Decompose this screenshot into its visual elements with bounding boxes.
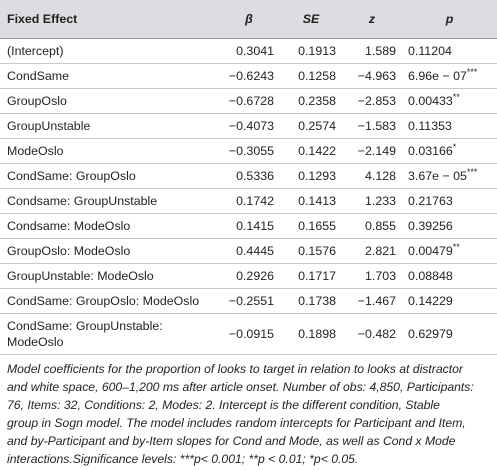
cell-se: 0.2358: [280, 89, 342, 114]
significance-marker: ***: [466, 66, 478, 77]
cell-effect: GroupOslo: ModeOslo: [0, 239, 218, 264]
cell-se: 0.2574: [280, 114, 342, 139]
table-row: [0, 39, 497, 64]
cell-se: 0.1655: [280, 214, 342, 239]
cell-p: 0.11353: [402, 114, 497, 139]
cell-effect: Condsame: ModeOslo: [0, 214, 218, 239]
cell-z: 1.233: [342, 189, 402, 214]
table-header-row: [0, 0, 497, 39]
table-row: [0, 64, 497, 89]
cell-effect: GroupUnstable: ModeOslo: [0, 264, 218, 289]
cell-z: −2.853: [342, 89, 402, 114]
table-row: [0, 289, 497, 314]
table-row: [0, 189, 497, 214]
header-fixed-effect: Fixed Effect: [0, 0, 218, 39]
cell-se: 0.1913: [280, 39, 342, 64]
table-caption: [7, 360, 493, 468]
cell-beta: 0.1742: [218, 189, 280, 214]
cell-p: 0.08848: [402, 264, 497, 289]
cell-effect: CondSame: GroupUnstable: ModeOslo: [0, 314, 218, 355]
table-row: [0, 164, 497, 189]
cell-beta: 0.2926: [218, 264, 280, 289]
cell-se: 0.1738: [280, 289, 342, 314]
cell-se: 0.1258: [280, 64, 342, 89]
cell-z: 2.821: [342, 239, 402, 264]
cell-p: 0.14229: [402, 289, 497, 314]
cell-p: 3.67e − 05***: [402, 164, 497, 189]
cell-z: 4.128: [342, 164, 402, 189]
table-row: [0, 214, 497, 239]
cell-beta: −0.6728: [218, 89, 280, 114]
caption-line: 76, Items: 32, Conditions: 2, Modes: 2. Intercept is the different condition, Stable: [7, 398, 440, 412]
table-row: [0, 139, 497, 164]
cell-effect: ModeOslo: [0, 139, 218, 164]
cell-effect: GroupUnstable: [0, 114, 218, 139]
header-z: z: [342, 0, 402, 39]
cell-effect: Condsame: GroupUnstable: [0, 189, 218, 214]
significance-marker: *: [452, 141, 457, 152]
cell-beta: −0.0915: [218, 314, 280, 355]
cell-se: 0.1413: [280, 189, 342, 214]
caption-line: Model coefficients for the proportion of looks to target in relation to looks at distractor: [7, 362, 463, 376]
table-row: [0, 264, 497, 289]
caption-line: and white space, 600–1,200 ms after article onset. Number of obs: 4,850, Participants:: [7, 380, 474, 394]
caption-line: interactions.Significance levels: ***p< 0.001; **p < 0.01; *p< 0.05.: [7, 452, 359, 466]
cell-p: 0.11204: [402, 39, 497, 64]
significance-marker: **: [452, 91, 460, 102]
table-row: [0, 89, 497, 114]
table-row: [0, 114, 497, 139]
cell-z: −4.963: [342, 64, 402, 89]
cell-p: 0.39256: [402, 214, 497, 239]
significance-marker: ***: [466, 166, 478, 177]
cell-p: 0.00433**: [402, 89, 497, 114]
cell-p: 6.96e − 07***: [402, 64, 497, 89]
cell-beta: −0.2551: [218, 289, 280, 314]
cell-effect: (Intercept): [0, 39, 218, 64]
cell-effect: CondSame: [0, 64, 218, 89]
cell-p: 0.62979: [402, 314, 497, 355]
cell-p: 0.03166*: [402, 139, 497, 164]
cell-se: 0.1422: [280, 139, 342, 164]
cell-se: 0.1576: [280, 239, 342, 264]
cell-effect: GroupOslo: [0, 89, 218, 114]
cell-effect: CondSame: GroupOslo: ModeOslo: [0, 289, 218, 314]
header-p: p: [402, 0, 497, 39]
cell-beta: 0.5336: [218, 164, 280, 189]
table-row: [0, 239, 497, 264]
significance-marker: **: [452, 241, 460, 252]
header-se: SE: [280, 0, 342, 39]
cell-z: −2.149: [342, 139, 402, 164]
cell-z: 0.855: [342, 214, 402, 239]
cell-beta: −0.4073: [218, 114, 280, 139]
cell-z: −1.583: [342, 114, 402, 139]
cell-z: 1.589: [342, 39, 402, 64]
cell-z: −0.482: [342, 314, 402, 355]
cell-beta: 0.1415: [218, 214, 280, 239]
table-row: [0, 314, 497, 355]
cell-beta: 0.3041: [218, 39, 280, 64]
cell-effect: CondSame: GroupOslo: [0, 164, 218, 189]
cell-beta: −0.6243: [218, 64, 280, 89]
cell-z: −1.467: [342, 289, 402, 314]
caption-line: group in Sogn model. The model includes random intercepts for Participant and Item,: [7, 416, 466, 430]
caption-line: and by-Participant and by-Item slopes for Cond and Mode, as well as Cond x Mode: [7, 434, 456, 448]
cell-p: 0.00479**: [402, 239, 497, 264]
cell-beta: 0.4445: [218, 239, 280, 264]
cell-se: 0.1717: [280, 264, 342, 289]
header-beta: β: [218, 0, 280, 39]
cell-se: 0.1293: [280, 164, 342, 189]
cell-z: 1.703: [342, 264, 402, 289]
cell-p: 0.21763: [402, 189, 497, 214]
cell-beta: −0.3055: [218, 139, 280, 164]
cell-se: 0.1898: [280, 314, 342, 355]
